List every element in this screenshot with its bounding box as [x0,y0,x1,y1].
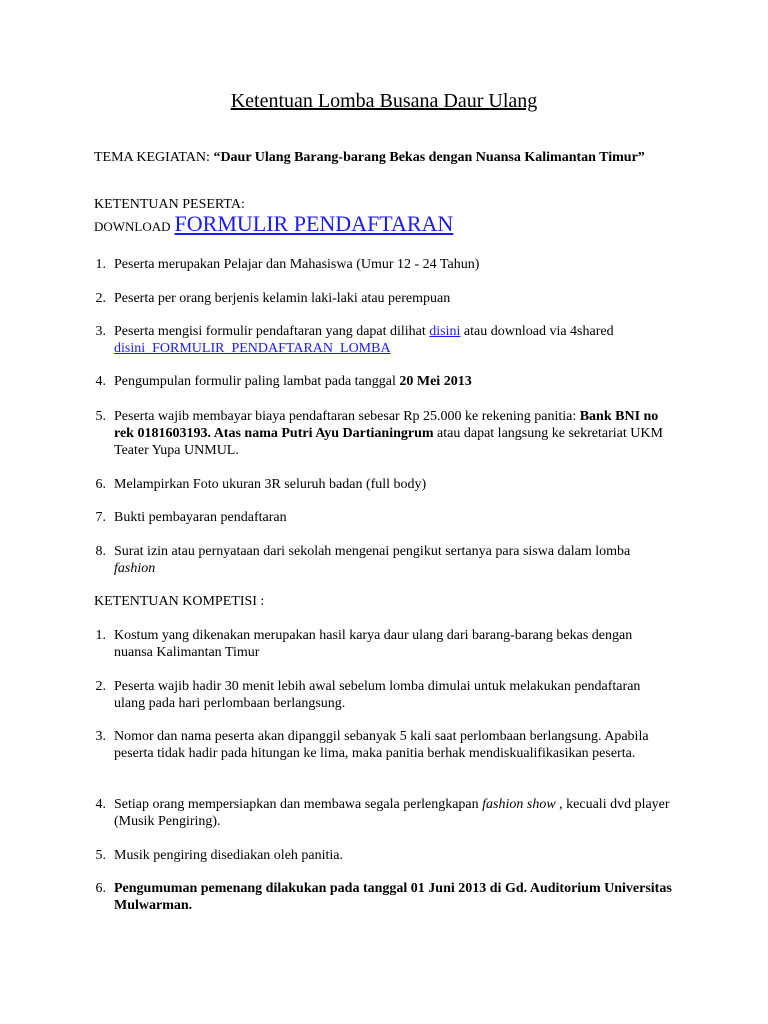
peserta-item: 2. Peserta per orang berjenis kelamin laki-laki atau perempuan [95,291,451,306]
kompetisi-item: 2. Peserta wajib hadir 30 menit lebih awal sebelum lomba dimulai untuk melakukan pendaftaran ulang pada hari perlombaan berlangsung. [95,679,641,711]
disini-link[interactable]: disini [429,324,461,339]
kompetisi-heading: KETENTUAN KOMPETISI : [94,594,265,609]
peserta-item: 8. Surat izin atau pernyataan dari sekolah mengenai pengikut sertanya para siswa dalam lomba fashion [95,544,631,576]
tema-text: “Daur Ulang Barang-barang Bekas dengan Nuansa Kalimantan Timur” [213,150,645,165]
tema-label: TEMA KEGIATAN: [94,150,210,165]
peserta-item: 6. Melampirkan Foto ukuran 3R seluruh badan (full body) [95,477,427,492]
formulir-pendaftaran-link[interactable]: FORMULIR PENDAFTARAN [174,211,454,236]
download-row [94,211,453,240]
formulir-4shared-link[interactable]: disini_FORMULIR_PENDAFTARAN_LOMBA [114,341,391,356]
kompetisi-item: 1. Kostum yang dikenakan merupakan hasil karya daur ulang dari barang-barang bekas dengan nuansa Kalimantan Timur [95,628,633,660]
download-label: DOWNLOAD [94,219,171,234]
peserta-item: 3. Peserta mengisi formulir pendaftaran yang dapat dilihat disini atau download via 4shared disini_FORMULIR_PENDAFTARAN_LOMBA [95,324,614,356]
kompetisi-item: 6. Pengumuman pemenang dilakukan pada tanggal 01 Juni 2013 di Gd. Auditorium Universitas Mulwarman. [95,881,672,913]
kompetisi-item: 5. Musik pengiring disediakan oleh panitia. [95,848,344,863]
kompetisi-item: 4. Setiap orang mempersiapkan dan membawa segala perlengkapan fashion show , kecuali dvd player (Musik Pengiring). [95,797,670,829]
kompetisi-item: 3. Nomor dan nama peserta akan dipanggil sebanyak 5 kali saat perlombaan berlangsung. Apabila peserta tidak hadir pada hitungan ke lima, maka panitia berhak mendiskualifikasikan peserta. [95,729,649,761]
peserta-item: 7. Bukti pembayaran pendaftaran [95,510,287,525]
peserta-item: 5. Peserta wajib membayar biaya pendaftaran sebesar Rp 25.000 ke rekening panitia: Bank BNI no rek 0181603193. Atas nama Putri Ayu Dartianingrum atau dapat langsung ke sekretariat UKM Teater Yupa UNMUL. [95,409,663,458]
peserta-item: 4. Pengumpulan formulir paling lambat pada tanggal 20 Mei 2013 [95,374,472,389]
peserta-heading: KETENTUAN PESERTA: [94,197,245,212]
tema-block [94,149,694,166]
page-title: Ketentuan Lomba Busana Daur Ulang [230,90,538,112]
peserta-item: 1. Peserta merupakan Pelajar dan Mahasiswa (Umur 12 - 24 Tahun) [95,257,480,272]
